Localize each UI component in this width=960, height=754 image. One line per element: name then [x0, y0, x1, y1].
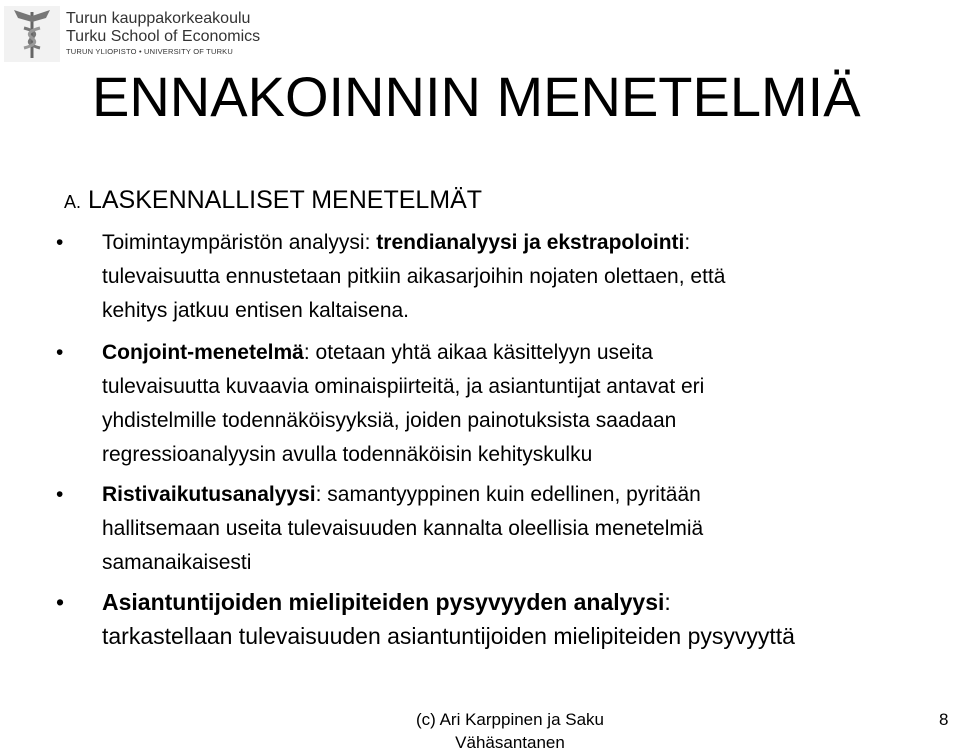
university-logo [4, 4, 261, 64]
bullet-line: kehitys jatkuu entisen kaltaisena. [102, 299, 410, 322]
bullet-line: yhdistelmille todennäköisyyksiä, joiden painotuksista saadaan [102, 409, 677, 432]
bullet-text: : [684, 231, 691, 254]
bullet-line: tulevaisuutta ennustetaan pitkiin aikasarjoihin nojaten olettaen, että [102, 265, 726, 288]
bullet-text: : otetaan yhtä aikaa käsittelyyn useita [303, 341, 653, 364]
bullet-line [102, 226, 952, 260]
bullet-text: Toimintaympäristön analyysi: [102, 231, 377, 254]
bullet-item-expert-opinion [56, 585, 952, 653]
bullet-bold-text: Ristivaikutusanalyysi [102, 483, 316, 506]
bullet-icon: • [56, 231, 64, 254]
bullet-item-conjoint [56, 336, 952, 472]
bullet-line [102, 336, 952, 370]
bullet-line: hallitsemaan useita tulevaisuuden kannalta oleellisia menetelmiä [102, 517, 704, 540]
section-heading [64, 184, 482, 218]
section-heading-text: LASKENNALLISET MENETELMÄT [87, 186, 483, 214]
page-number: 8 [939, 710, 949, 729]
bullet-item-trend-analysis [56, 226, 952, 328]
bullet-icon: • [56, 341, 64, 364]
bullet-line: regressioanalyysin avulla todennäköisin kehityskulku [102, 443, 593, 466]
bullet-item-cross-impact [56, 478, 952, 580]
bullet-icon: • [56, 589, 65, 615]
bullet-line: tulevaisuutta kuvaavia ominaispiirteitä, ja asiantuntijat antavat eri [102, 375, 705, 398]
bullet-line: samanaikaisesti [102, 551, 252, 574]
footer-line-1: (c) Ari Karppinen ja Saku [415, 710, 605, 729]
bullet-text: : samantyyppinen kuin edellinen, pyritään [315, 483, 701, 506]
bullet-bold-text: Conjoint-menetelmä [102, 341, 304, 364]
slide-title: ENNAKOINNIN MENETELMIÄ [92, 65, 861, 128]
bullet-line: tarkastellaan tulevaisuuden asiantuntijoiden mielipiteiden pysyvyyttä [102, 623, 795, 649]
bullet-bold-text: Asiantuntijoiden mielipiteiden pysyvyyden analyysi [102, 589, 665, 615]
footer-credit [340, 708, 680, 754]
bullet-text: : [664, 589, 671, 615]
logo-line-2: Turku School of Economics [66, 28, 261, 45]
bullet-bold-text: trendianalyysi ja ekstrapolointi [376, 231, 685, 254]
section-prefix: A. [64, 192, 82, 212]
logo-text [66, 10, 260, 57]
caduceus-logo-icon [4, 6, 60, 62]
footer-line-2: Vähäsantanen [455, 733, 565, 752]
bullet-icon: • [56, 483, 64, 506]
bullet-line [102, 478, 952, 512]
bullet-line [102, 585, 952, 619]
logo-line-1: Turun kauppakorkeakoulu [66, 10, 251, 27]
logo-line-3: TURUN YLIOPISTO • UNIVERSITY OF TURKU [66, 47, 233, 56]
